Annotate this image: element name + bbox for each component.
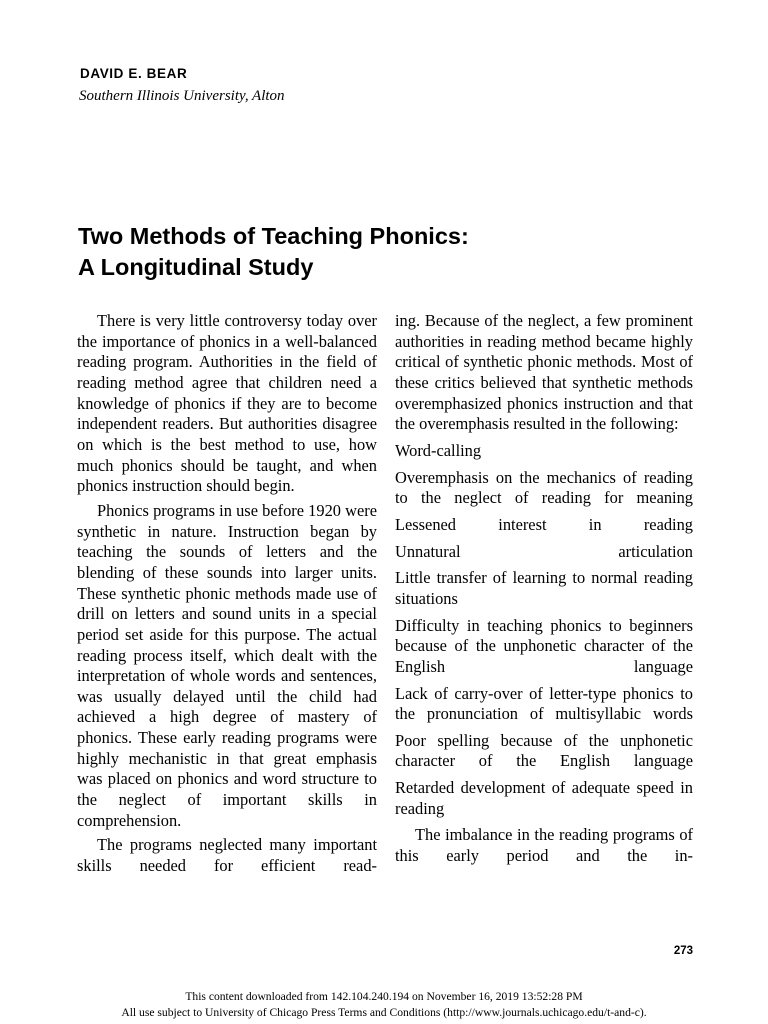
list-item: Retarded development of adequate speed in reading <box>395 778 693 818</box>
body-paragraph: There is very little controversy today over the importance of phonics in a well-balanced reading program. Authorities in the field of reading method agree that children need a knowledge of phonics if they are to become independent readers. But authorities disagree on which is the best method to use, how much phonics should be taught, and when phonics instruction should begin. <box>77 311 377 496</box>
author-name: DAVID E. BEAR <box>80 66 188 81</box>
list-item: Little transfer of learning to normal reading situations <box>395 568 693 608</box>
body-paragraph: ing. Because of the neglect, a few prominent authorities in reading method became highly critical of synthetic phonic methods. Most of these critics believed that synthetic methods overemphasized phonics instruction and that the overemphasis resulted in the following: <box>395 311 693 434</box>
author-affiliation: Southern Illinois University, Alton <box>79 88 285 104</box>
body-paragraph: Phonics programs in use before 1920 were synthetic in nature. Instruction began by teaching the sounds of letters and the blending of these sounds into larger units. These synthetic phonic methods made use of drill on letters and sound units in a special period set aside for this purpose. The actual reading process itself, which dealt with the interpretation of whole words and sentences, was usually delayed until the child had achieved a high degree of mastery of phonics. These early reading programs were highly mechanistic in that great emphasis was placed on phonics and word structure to the neglect of important skills in comprehension. <box>77 500 377 830</box>
terms-notice: All use subject to University of Chicago Press Terms and Conditions (http://www.journals.uchicago.edu/t-and-c). <box>121 1006 647 1019</box>
list-item: Lessened interest in reading <box>395 514 693 534</box>
right-column <box>395 311 693 867</box>
list-item: Difficulty in teaching phonics to beginners because of the unphonetic character of the English language <box>395 615 693 676</box>
list-item: Unnatural articulation <box>395 541 693 561</box>
list-item: Lack of carry-over of letter-type phonics to the pronunciation of multisyllabic words <box>395 683 693 724</box>
body-paragraph: The programs neglected many important skills needed for efficient read- <box>77 835 377 876</box>
title-line-2: A Longitudinal Study <box>78 254 314 280</box>
article-title <box>78 221 469 283</box>
body-paragraph: The imbalance in the reading programs of this early period and the in- <box>395 825 693 866</box>
title-line-1: Two Methods of Teaching Phonics: <box>78 223 469 249</box>
list-item: Poor spelling because of the unphonetic character of the English language <box>395 730 693 771</box>
download-notice: This content downloaded from 142.104.240.194 on November 16, 2019 13:52:28 PM <box>185 990 583 1003</box>
left-column <box>77 311 377 877</box>
page-number: 273 <box>673 945 693 957</box>
list-item: Word-calling <box>395 440 482 460</box>
list-item: Overemphasis on the mechanics of reading to the neglect of reading for meaning <box>395 467 693 508</box>
